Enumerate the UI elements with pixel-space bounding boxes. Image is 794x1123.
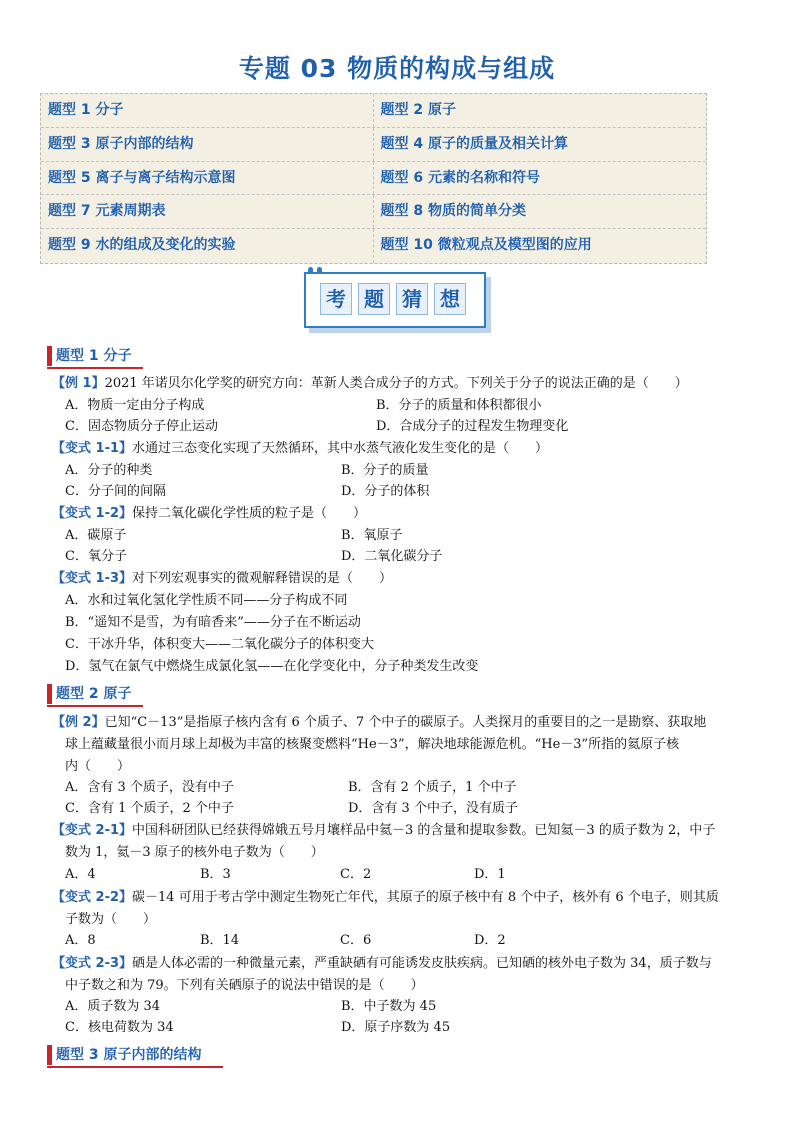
badge-frame — [304, 272, 486, 328]
section-heading: 题型 3 原子内部的结构 — [47, 1044, 307, 1068]
option: C．核电荷数为 34 — [65, 1020, 174, 1035]
option: D．氢气在氯气中燃烧生成氯化氢——在化学变化中，分子种类发生改变 — [65, 659, 479, 674]
section-heading: 题型 1 分子 — [47, 345, 307, 369]
question-line: 【变式 2-1】中国科研团队已经获得嫦娥五号月壤样品中氦－3 的含量和提取参数。已知氦－3 的质子数为 2，中子 — [52, 823, 716, 838]
option: A．物质一定由分子构成 — [65, 398, 205, 413]
badge-char: 题 — [358, 283, 390, 315]
toc-item: 题型 4 原子的质量及相关计算 — [380, 135, 568, 152]
option: C．氧分子 — [65, 549, 127, 564]
option: C．固态物质分子停止运动 — [65, 419, 218, 434]
option: B．“遥知不是雪，为有暗香来”——分子在不断运动 — [65, 615, 361, 630]
toc-item: 题型 2 原子 — [380, 102, 456, 118]
question-line: 子数为（ ） — [65, 912, 157, 927]
toc-item: 题型 7 元素周期表 — [41, 195, 374, 228]
question-line: 【变式 1-1】水通过三态变化实现了天然循环，其中水蒸气液化发生变化的是（ ） — [52, 441, 549, 456]
question-line: 【变式 2-3】硒是人体必需的一种微量元素，严重缺硒有可能诱发皮肤疾病。已知硒的核外电子数为 34，质子数与 — [52, 956, 712, 971]
option: A．8 — [65, 933, 96, 948]
option: C．干冰升华，体积变大——二氧化碳分子的体积变大 — [65, 637, 374, 652]
option: B．分子的质量 — [341, 463, 429, 478]
option: C．2 — [340, 867, 372, 882]
page-title: 专题 03 物质的构成与组成 — [238, 54, 556, 83]
toc-item: 题型 5 离子与离子结构示意图 — [41, 162, 374, 195]
toc-row — [41, 94, 706, 128]
question-line: 【变式 1-2】保持二氧化碳化学性质的粒子是（ ） — [52, 506, 367, 521]
question-line: 中子数之和为 79。下列有关硒原子的说法中错误的是（ ） — [65, 978, 424, 993]
toc-row — [41, 128, 706, 162]
toc-item: 题型 10 微粒观点及模型图的应用 — [380, 237, 592, 254]
question-line: 【例 1】2021 年诺贝尔化学奖的研究方向：革新人类合成分子的方式。下列关于分子的说法正确的是（ ） — [52, 376, 688, 391]
option: B．3 — [200, 867, 231, 882]
option: A．4 — [65, 867, 96, 882]
badge-char: 猜 — [396, 283, 428, 315]
badge-char: 考 — [320, 283, 352, 315]
option: D．合成分子的过程发生物理变化 — [376, 419, 569, 434]
option: D．1 — [474, 867, 506, 882]
toc-item: 题型 1 分子 — [41, 94, 374, 127]
option: B．氧原子 — [341, 528, 403, 543]
option: D．2 — [474, 933, 506, 948]
option: D．含有 3 个中子，没有质子 — [348, 801, 518, 816]
option: C．分子间的间隔 — [65, 484, 166, 499]
option: D．二氧化碳分子 — [341, 549, 443, 564]
option: D．原子序数为 45 — [341, 1020, 451, 1035]
option: A．质子数为 34 — [65, 999, 161, 1014]
question-line: 【例 2】已知“C－13”是指原子核内含有 6 个质子、7 个中子的碳原子。人类探月的重要目的之一是勘察、获取地 — [52, 715, 707, 730]
toc-row — [41, 195, 706, 229]
option: B．含有 2 个质子，1 个中子 — [348, 780, 517, 795]
option: C．含有 1 个质子，2 个中子 — [65, 801, 234, 816]
option: B．中子数为 45 — [341, 999, 437, 1014]
question-line: 内（ ） — [65, 759, 131, 774]
toc-item: 题型 8 物质的简单分类 — [380, 203, 526, 220]
topic-index-table — [40, 93, 707, 264]
option: A．含有 3 个质子，没有中子 — [65, 780, 234, 795]
toc-item: 题型 6 元素的名称和符号 — [380, 169, 540, 186]
toc-row — [41, 229, 706, 263]
question-line: 球上蕴藏量很小而月球上却极为丰富的核聚变燃料“He－3”，解决地球能源危机。“He－3”所指的氦原子核 — [65, 737, 680, 752]
option: B．14 — [200, 933, 240, 948]
option: A．分子的种类 — [65, 463, 153, 478]
option: A．碳原子 — [65, 528, 127, 543]
option: B．分子的质量和体积都很小 — [376, 398, 542, 413]
option: A．水和过氧化氢化学性质不同——分子构成不同 — [65, 593, 348, 608]
question-line: 【变式 2-2】碳－14 可用于考古学中测定生物死亡年代，其原子的原子核中有 8 个中子，核外有 6 个电子，则其质 — [52, 890, 719, 905]
question-line: 【变式 1-3】对下列宏观事实的微观解释错误的是（ ） — [52, 571, 393, 586]
option: D．分子的体积 — [341, 484, 430, 499]
section-heading: 题型 2 原子 — [47, 683, 307, 707]
option: C．6 — [340, 933, 372, 948]
question-line: 数为 1，氦－3 原子的核外电子数为（ ） — [65, 845, 324, 860]
toc-item: 题型 3 原子内部的结构 — [41, 128, 374, 161]
exam-guess-badge — [304, 262, 491, 334]
toc-row — [41, 162, 706, 196]
badge-char: 想 — [434, 283, 466, 315]
toc-item: 题型 9 水的组成及变化的实验 — [41, 229, 374, 263]
